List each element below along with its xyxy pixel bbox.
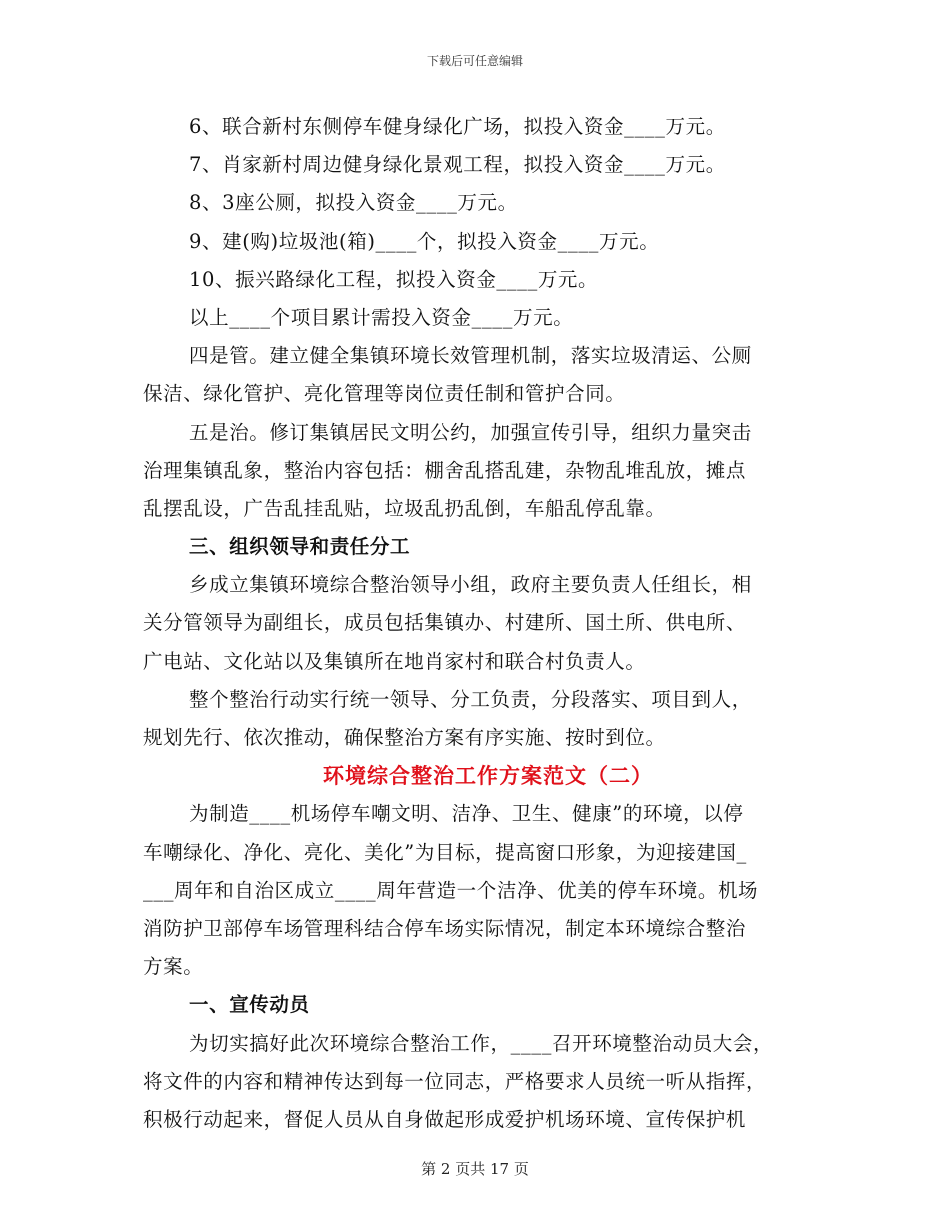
body-line: 9、建(购)垃圾池(箱)____个，拟投入资金____万元。: [189, 229, 660, 253]
body-line: 乱摆乱设，广告乱挂乱贴，垃圾乱扔乱倒，车船乱停乱靠。: [143, 496, 666, 520]
body-line: 消防护卫部停车场管理科结合停车场实际情况，制定本环境综合整治: [143, 916, 747, 940]
body-line: 以上____个项目累计需投入资金____万元。: [189, 305, 574, 329]
body-line: 10、振兴路绿化工程，拟投入资金____万元。: [189, 267, 599, 291]
body-line: ___周年和自治区成立____周年营造一个洁净、优美的停车环境。机场: [143, 878, 759, 902]
body-line: 8、3座公厕，拟投入资金____万元。: [189, 191, 518, 215]
body-line: 四是管。建立健全集镇环境长效管理机制，落实垃圾清运、公厕: [189, 344, 752, 368]
body-line: 五是治。修订集镇居民文明公约，加强宣传引导，组织力量突击: [189, 420, 752, 444]
page-header: 下载后可任意编辑: [426, 54, 523, 68]
body-line: 乡成立集镇环境综合整治领导小组，政府主要负责人任组长，相: [189, 573, 752, 597]
document-body: [143, 108, 803, 1139]
body-line: 治理集镇乱象，整治内容包括：棚舍乱搭乱建，杂物乱堆乱放，摊点: [143, 458, 747, 482]
body-line: 整个整治行动实行统一领导、分工负责，分段落实、项目到人，: [189, 687, 752, 711]
body-line: 为制造____机场停车嘲文明、洁净、卫生、健康”的环境，以停: [189, 802, 744, 826]
page-footer: 第 2 页共 17 页: [421, 1160, 529, 1178]
body-line: 积极行动起来，督促人员从自身做起形成爱护机场环境、宣传保护机: [143, 1107, 747, 1131]
section-heading: 一、宣传动员: [189, 993, 310, 1017]
body-line: 6、联合新村东侧停车健身绿化广场，拟投入资金____万元。: [189, 115, 726, 138]
body-line: 保洁、绿化管护、亮化管理等岗位责任制和管护合同。: [143, 382, 626, 406]
body-line: 关分管领导为副组长，成员包括集镇办、村建所、国土所、供电所、: [143, 611, 747, 635]
body-line: 7、肖家新村周边健身绿化景观工程，拟投入资金____万元。: [189, 153, 726, 177]
section-heading: 三、组织领导和责任分工: [189, 535, 411, 559]
body-line: 为切实搞好此次环境综合整治工作，____召开环境整治动员大会，: [189, 1031, 774, 1055]
body-line: 车嘲绿化、净化、亮化、美化”为目标，提高窗口形象，为迎接建国_: [143, 840, 747, 864]
body-line: 规划先行、依次推动，确保整治方案有序实施、按时到位。: [143, 726, 666, 749]
document-title: 环境综合整治工作方案范文（二）: [323, 763, 653, 789]
body-line: 将文件的内容和精神传达到每一位同志，严格要求人员统一听从指挥，: [143, 1069, 767, 1093]
body-line: 方案。: [143, 955, 204, 979]
body-line: 广电站、文化站以及集镇所在地肖家村和联合村负责人。: [143, 649, 646, 673]
